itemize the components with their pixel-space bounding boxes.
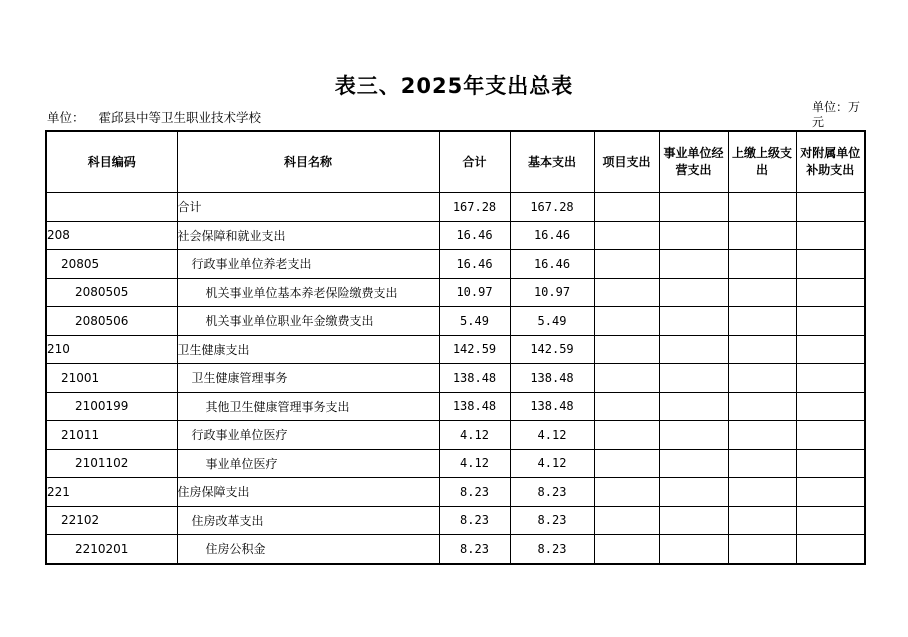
business-expense-cell xyxy=(659,506,728,535)
unit-label xyxy=(47,108,261,126)
subject-name-cell: 合计 xyxy=(177,193,439,222)
basic-expense-cell: 138.48 xyxy=(510,364,594,393)
total-cell: 4.12 xyxy=(439,449,510,478)
table-row xyxy=(46,335,865,364)
basic-expense-cell: 8.23 xyxy=(510,506,594,535)
table-row xyxy=(46,506,865,535)
business-expense-cell xyxy=(659,449,728,478)
business-expense-cell xyxy=(659,364,728,393)
subject-code-cell: 2080506 xyxy=(46,307,177,336)
subject-name-cell: 住房公积金 xyxy=(177,535,439,564)
subject-name-cell: 行政事业单位养老支出 xyxy=(177,250,439,279)
subject-code-cell: 2080505 xyxy=(46,278,177,307)
subject-code-cell: 20805 xyxy=(46,250,177,279)
subject-name-cell: 卫生健康管理事务 xyxy=(177,364,439,393)
subject-code-cell: 2100199 xyxy=(46,392,177,421)
subsidy-cell xyxy=(796,506,865,535)
subject-name-cell: 住房保障支出 xyxy=(177,478,439,507)
subject-name-cell: 社会保障和就业支出 xyxy=(177,221,439,250)
column-header: 科目编码 xyxy=(46,131,177,193)
subject-code-cell: 208 xyxy=(46,221,177,250)
business-expense-cell xyxy=(659,193,728,222)
business-expense-cell xyxy=(659,392,728,421)
column-header: 基本支出 xyxy=(510,131,594,193)
business-expense-cell xyxy=(659,307,728,336)
subsidy-cell xyxy=(796,478,865,507)
column-header: 合计 xyxy=(439,131,510,193)
total-cell: 16.46 xyxy=(439,221,510,250)
table-row xyxy=(46,478,865,507)
subsidy-cell xyxy=(796,193,865,222)
subsidy-cell xyxy=(796,392,865,421)
total-cell: 8.23 xyxy=(439,535,510,564)
subject-name-cell: 机关事业单位职业年金缴费支出 xyxy=(177,307,439,336)
business-expense-cell xyxy=(659,221,728,250)
table-row xyxy=(46,193,865,222)
subject-code-cell: 2210201 xyxy=(46,535,177,564)
unit-name: 霍邱县中等卫生职业技术学校 xyxy=(98,110,262,125)
upper-level-cell xyxy=(728,478,796,507)
basic-expense-cell: 138.48 xyxy=(510,392,594,421)
table-row xyxy=(46,278,865,307)
project-expense-cell xyxy=(594,421,659,450)
subject-name-cell: 事业单位医疗 xyxy=(177,449,439,478)
upper-level-cell xyxy=(728,449,796,478)
subsidy-cell xyxy=(796,221,865,250)
page-title: 表三、2025年支出总表 xyxy=(334,74,574,98)
project-expense-cell xyxy=(594,250,659,279)
project-expense-cell xyxy=(594,364,659,393)
unit-label-prefix: 单位： xyxy=(47,110,85,125)
header-row xyxy=(46,131,865,193)
total-cell: 167.28 xyxy=(439,193,510,222)
project-expense-cell xyxy=(594,535,659,564)
subject-code-cell: 21001 xyxy=(46,364,177,393)
basic-expense-cell: 8.23 xyxy=(510,535,594,564)
subsidy-cell xyxy=(796,335,865,364)
expenditure-table xyxy=(45,130,866,565)
total-cell: 5.49 xyxy=(439,307,510,336)
total-cell: 4.12 xyxy=(439,421,510,450)
column-header: 事业单位经营支出 xyxy=(659,131,728,193)
project-expense-cell xyxy=(594,307,659,336)
upper-level-cell xyxy=(728,392,796,421)
total-cell: 16.46 xyxy=(439,250,510,279)
total-cell: 138.48 xyxy=(439,392,510,421)
subject-code-cell: 22102 xyxy=(46,506,177,535)
subject-code-cell: 21011 xyxy=(46,421,177,450)
column-header: 科目名称 xyxy=(177,131,439,193)
upper-level-cell xyxy=(728,250,796,279)
subsidy-cell xyxy=(796,449,865,478)
upper-level-cell xyxy=(728,364,796,393)
project-expense-cell xyxy=(594,449,659,478)
table-row xyxy=(46,449,865,478)
subsidy-cell xyxy=(796,250,865,279)
basic-expense-cell: 10.97 xyxy=(510,278,594,307)
column-header: 上缴上级支出 xyxy=(728,131,796,193)
project-expense-cell xyxy=(594,278,659,307)
total-cell: 142.59 xyxy=(439,335,510,364)
table-row xyxy=(46,535,865,564)
table-row xyxy=(46,364,865,393)
business-expense-cell xyxy=(659,278,728,307)
upper-level-cell xyxy=(728,193,796,222)
upper-level-cell xyxy=(728,307,796,336)
business-expense-cell xyxy=(659,478,728,507)
basic-expense-cell: 142.59 xyxy=(510,335,594,364)
project-expense-cell xyxy=(594,392,659,421)
table-row xyxy=(46,307,865,336)
subject-code-cell: 210 xyxy=(46,335,177,364)
upper-level-cell xyxy=(728,506,796,535)
basic-expense-cell: 4.12 xyxy=(510,421,594,450)
upper-level-cell xyxy=(728,221,796,250)
subject-name-cell: 其他卫生健康管理事务支出 xyxy=(177,392,439,421)
upper-level-cell xyxy=(728,335,796,364)
subject-name-cell: 行政事业单位医疗 xyxy=(177,421,439,450)
table-row xyxy=(46,221,865,250)
project-expense-cell xyxy=(594,506,659,535)
subject-code-cell: 221 xyxy=(46,478,177,507)
subsidy-cell xyxy=(796,421,865,450)
total-cell: 8.23 xyxy=(439,506,510,535)
subsidy-cell xyxy=(796,307,865,336)
project-expense-cell xyxy=(594,478,659,507)
subsidy-cell xyxy=(796,364,865,393)
subject-code-cell xyxy=(46,193,177,222)
basic-expense-cell: 16.46 xyxy=(510,221,594,250)
subject-code-cell: 2101102 xyxy=(46,449,177,478)
upper-level-cell xyxy=(728,421,796,450)
currency-unit: 单位：万元 xyxy=(812,100,861,129)
basic-expense-cell: 4.12 xyxy=(510,449,594,478)
subsidy-cell xyxy=(796,535,865,564)
business-expense-cell xyxy=(659,535,728,564)
table-row xyxy=(46,250,865,279)
total-cell: 8.23 xyxy=(439,478,510,507)
subject-name-cell: 住房改革支出 xyxy=(177,506,439,535)
subject-name-cell: 卫生健康支出 xyxy=(177,335,439,364)
basic-expense-cell: 167.28 xyxy=(510,193,594,222)
basic-expense-cell: 8.23 xyxy=(510,478,594,507)
table-body xyxy=(46,193,865,564)
business-expense-cell xyxy=(659,250,728,279)
basic-expense-cell: 5.49 xyxy=(510,307,594,336)
upper-level-cell xyxy=(728,278,796,307)
column-header: 项目支出 xyxy=(594,131,659,193)
project-expense-cell xyxy=(594,335,659,364)
total-cell: 138.48 xyxy=(439,364,510,393)
project-expense-cell xyxy=(594,193,659,222)
upper-level-cell xyxy=(728,535,796,564)
subject-name-cell: 机关事业单位基本养老保险缴费支出 xyxy=(177,278,439,307)
basic-expense-cell: 16.46 xyxy=(510,250,594,279)
business-expense-cell xyxy=(659,421,728,450)
subsidy-cell xyxy=(796,278,865,307)
column-header: 对附属单位补助支出 xyxy=(796,131,865,193)
business-expense-cell xyxy=(659,335,728,364)
table-row xyxy=(46,392,865,421)
project-expense-cell xyxy=(594,221,659,250)
total-cell: 10.97 xyxy=(439,278,510,307)
table-row xyxy=(46,421,865,450)
